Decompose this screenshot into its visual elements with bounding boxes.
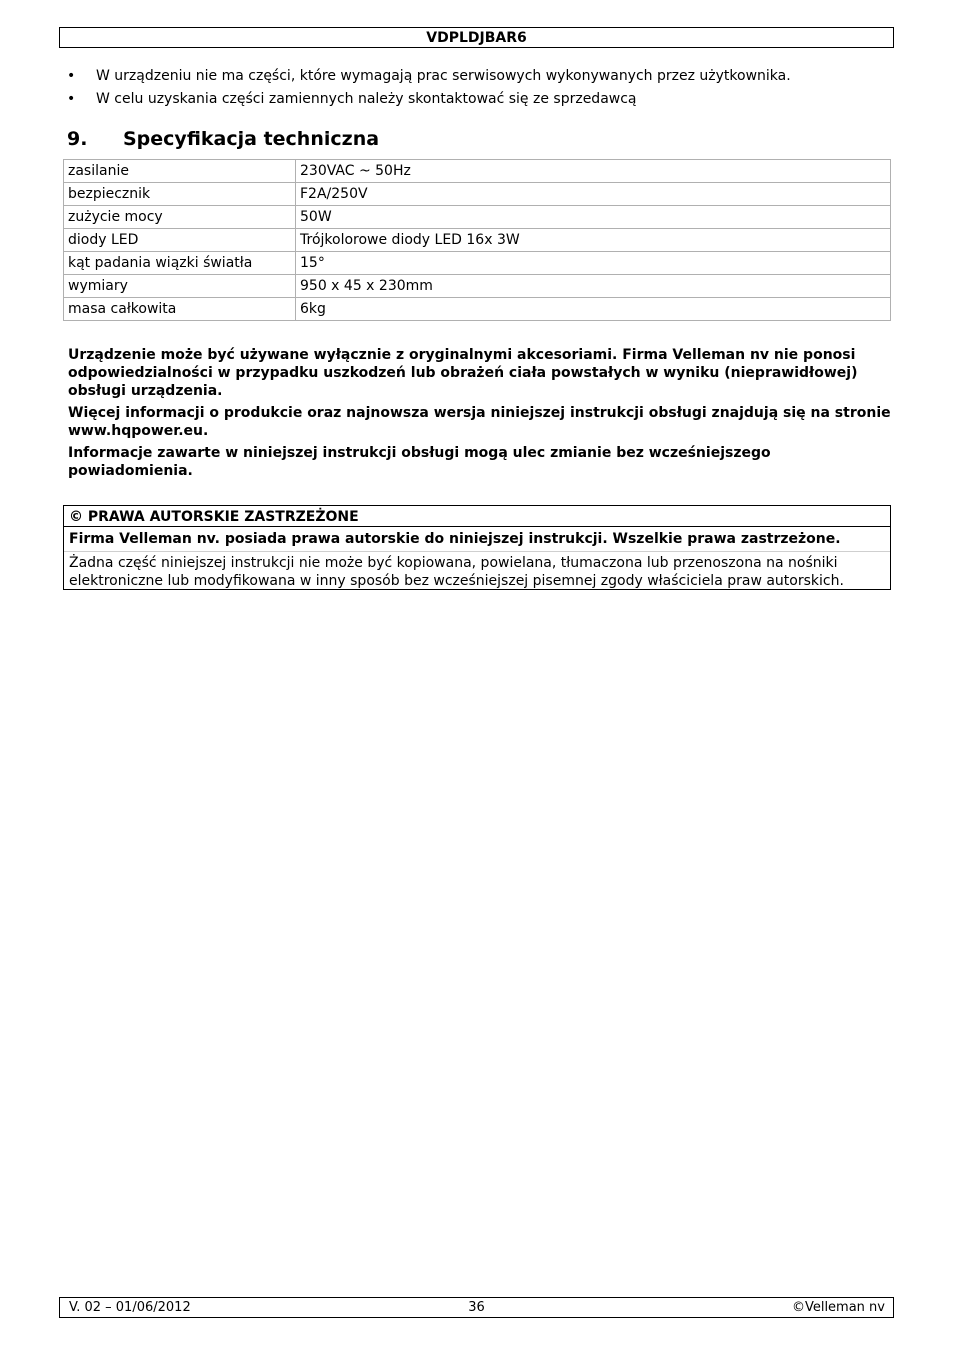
spec-table: [63, 159, 891, 321]
notes-section: [68, 346, 894, 484]
section-heading: [67, 127, 379, 151]
spec-key: wymiary: [64, 275, 296, 298]
spec-key: zużycie mocy: [64, 206, 296, 229]
section-title: Specyfikacja techniczna: [123, 128, 380, 150]
page-footer: [59, 1297, 894, 1318]
spec-value: 950 x 45 x 230mm: [296, 275, 891, 298]
bullet-list: [63, 66, 893, 112]
copyright-body: Żadna część niniejszej instrukcji nie może być kopiowana, powielana, tłumaczona lub przenoszona na nośniki elektroniczne lub modyfikowana w inny sposób bez wcześniejszej pisemnej zgody właściciela praw autorskich.: [64, 551, 890, 590]
spec-value: 15°: [296, 252, 891, 275]
bullet-icon: •: [67, 91, 76, 107]
spec-value: 50W: [296, 206, 891, 229]
bullet-text: W urządzeniu nie ma części, które wymagają prac serwisowych wykonywanych przez użytkownika.: [96, 68, 791, 84]
table-row: [64, 206, 891, 229]
note-paragraph: Więcej informacji o produkcie oraz najnowsza wersja niniejszej instrukcji obsługi znajdują się na stronie www.hqpower.eu.: [68, 405, 891, 439]
spec-value: 6kg: [296, 298, 891, 321]
table-row: [64, 275, 891, 298]
spec-key: masa całkowita: [64, 298, 296, 321]
list-item: [63, 89, 893, 112]
copyright-box: [63, 505, 891, 590]
spec-key: kąt padania wiązki światła: [64, 252, 296, 275]
section-number: 9.: [67, 128, 88, 150]
note-paragraph: Informacje zawarte w niniejszej instrukcji obsługi mogą ulec zmianie bez wcześniejszego powiadomienia.: [68, 445, 771, 479]
spec-value: F2A/250V: [296, 183, 891, 206]
spec-key: diody LED: [64, 229, 296, 252]
page-header: [59, 27, 894, 48]
list-item: [63, 66, 893, 89]
table-row: [64, 252, 891, 275]
spec-value: 230VAC ~ 50Hz: [296, 160, 891, 183]
table-row: [64, 229, 891, 252]
table-row: [64, 298, 891, 321]
spec-key: bezpiecznik: [64, 183, 296, 206]
copyright-subtitle: Firma Velleman nv. posiada prawa autorskie do niniejszej instrukcji. Wszelkie prawa zastrzeżone.: [69, 531, 841, 547]
spec-key: zasilanie: [64, 160, 296, 183]
copyright-title: © PRAWA AUTORSKIE ZASTRZEŻONE: [64, 506, 890, 527]
table-row: [64, 183, 891, 206]
footer-brand: ©Velleman nv: [791, 1300, 885, 1315]
footer-version: V. 02 – 01/06/2012: [69, 1300, 191, 1315]
note-paragraph: Urządzenie może być używane wyłącznie z oryginalnymi akcesoriami. Firma Velleman nv nie ponosi odpowiedzialności w przypadku uszkodzeń lub obrażeń ciała powstałych w wyniku (nieprawidłowej) obsługi urządzenia.: [68, 347, 858, 399]
model-name: VDPLDJBAR6: [426, 30, 527, 46]
bullet-text: W celu uzyskania części zamiennych należy skontaktować się ze sprzedawcą: [96, 91, 637, 107]
page-number: 36: [468, 1300, 485, 1315]
spec-value: Trójkolorowe diody LED 16x 3W: [296, 229, 891, 252]
bullet-icon: •: [67, 68, 76, 84]
table-row: [64, 160, 891, 183]
